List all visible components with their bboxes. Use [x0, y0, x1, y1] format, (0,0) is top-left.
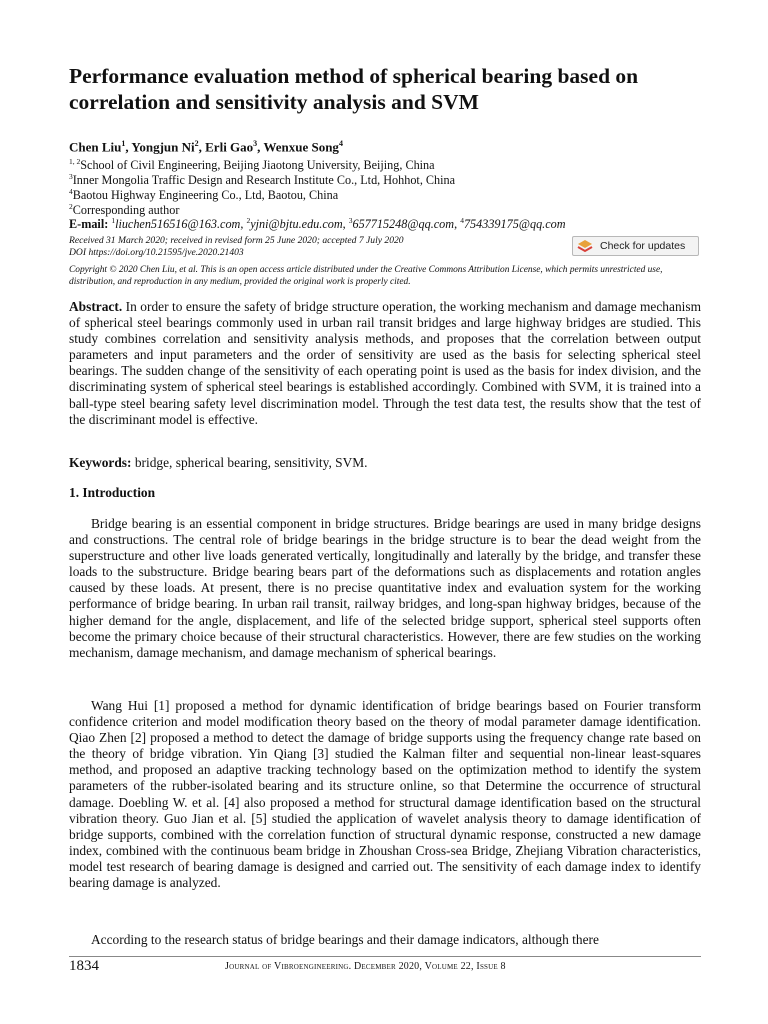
keywords-label: Keywords: — [69, 455, 132, 470]
email-sup: 1 — [111, 216, 116, 225]
affiliation-sup: 4 — [69, 187, 73, 196]
affiliation-sup: 3 — [69, 172, 73, 181]
author-sup: 1 — [121, 139, 126, 148]
affiliation-text: Corresponding author — [72, 203, 180, 218]
affiliation-sup: 2 — [69, 202, 73, 211]
email-line: E-mail: $^1$liuchen516516@163.com, $^2$yjni@bjtu.edu.com, $^3$657715248@qq.com, $^4$754339175@qq.com — [69, 216, 566, 232]
author-name: Erli Gao — [205, 139, 254, 155]
affiliation-text: School of Civil Engineering, Beijing Jiaotong University, Beijing, China — [80, 158, 435, 173]
body-paragraph: According to the research status of bridge bearings and their damage indicators, although there — [91, 932, 599, 947]
doi-link[interactable]: DOI https://doi.org/10.21595/jve.2020.21403 — [69, 247, 244, 258]
body-paragraph: Wang Hui [1] proposed a method for dynamic identification of bridge bearings based on Fourier transform confidence criterion and model modification theory based on the theory of modal parameter damage identification. Qiao Zhen [2] proposed a method to detect the damage of bridge supports using the frequency change rate based on the theory of bridge vibration. Yin Qiang [3] studied the Kalman filter and sequential non-linear least-squares method, and proposed an adaptive tracking technology based on the optimization method to identify the system parameters of the rubber-isolated bearing and its structure online, so that Determine the occurrence of structural damage. Doebling W. et al. [4] also proposed a method for structural damage identification based on the structural vibration theory. Guo Jian et al. [5] studied the application of wavelet analysis theory to damage identification of bridge supports, combined with the correlation function of structural dynamic response, constructed a new damage index, combined with the continuous beam bridge in Zhoushan Cross-sea Bridge, Zhejiang Vibration characteristics, model test research of bearing damage is designed and carried out. The sensitivity of each damage index to identify bearing damage is analyzed. — [69, 698, 701, 891]
author-sup: 2 — [194, 139, 199, 148]
author-list: Chen Liu$^1$, Yongjun Ni$^2$, Erli Gao$^3$, Wenxue Song$^4$ — [69, 139, 343, 155]
received-dates: Received 31 March 2020; received in revised form 25 June 2020; accepted 7 July 2020 — [69, 235, 404, 246]
author-name: Wenxue Song — [263, 139, 339, 155]
paper-title: Performance evaluation method of spherical bearing based on correlation and sensitivity analysis and SVM — [69, 64, 639, 114]
email-address[interactable]: 657715248@qq.com — [352, 217, 455, 232]
author-name: Yongjun Ni — [131, 139, 195, 155]
journal-name: Journal of Vibroengineering. December 2020, Volume 22, Issue 8 — [225, 961, 506, 972]
article-dates — [69, 235, 404, 259]
check-for-updates-button[interactable] — [572, 236, 699, 256]
affiliation-sup: 1, 2 — [69, 157, 81, 166]
page-number: 1834 — [69, 958, 99, 974]
email-address[interactable]: yjni@bjtu.edu.com — [250, 217, 343, 232]
keywords-text: bridge, spherical bearing, sensitivity, SVM. — [134, 455, 368, 470]
email-address[interactable]: 754339175@qq.com — [463, 217, 566, 232]
email-label: E-mail: — [69, 217, 109, 232]
affiliation-text: Inner Mongolia Traffic Design and Research Institute Co., Ltd, Hohhot, China — [72, 173, 456, 188]
copyright-notice: Copyright © 2020 Chen Liu, et al. This is an open access article distributed under the Creative Commons Attribution License, which permits unrestricted use, distribution, and reproduction in any medium, provided the original work is properly cited. — [69, 265, 663, 287]
email-sup: 4 — [460, 216, 464, 225]
keywords — [69, 455, 368, 471]
author-name: Chen Liu — [69, 139, 122, 155]
email-address[interactable]: liuchen516516@163.com — [115, 217, 241, 232]
author-sup: 3 — [253, 139, 258, 148]
check-updates-label: Check for updates — [600, 240, 686, 252]
affiliation-text: Baotou Highway Engineering Co., Ltd, Baotou, China — [72, 188, 339, 203]
abstract — [69, 299, 701, 428]
section-heading: 1. Introduction — [69, 485, 156, 500]
email-sup: 3 — [348, 216, 353, 225]
body-paragraph: Bridge bearing is an essential component in bridge structures. Bridge bearings are used in many bridge designs and constructions. The central role of bridge bearings in the bridge structure is to bear the dead weight from the superstructure and other live loads generated vertically, longitudinally and laterally by the bridge, and transfer these loads to the substructure. Bridge bearing bears part of the deformations such as displacements and rotation angles caused by these loads. At present, there is no precise quantitative index and evaluation system for the working performance of bridge bearing. In urban rail transit, railway bridges, and long-span highway bridges, because of the higher demand for the angle, displacement, and life of the selected bridge support, spherical steel supports often become the primary choice because of their structural characteristics. However, there are few studies on the working mechanism, damage mechanism, and damage mechanism of spherical bearings. — [69, 516, 701, 660]
email-sup: 2 — [246, 216, 251, 225]
abstract-label: Abstract. — [69, 299, 123, 314]
abstract-text: In order to ensure the safety of bridge structure operation, the working mechanism and damage mechanism of spherical steel bearings commonly used in urban rail transit bridges and large highway bridges are studied. This study combines correlation and sensitivity analysis methods, and proposes that the correlation between output parameters and input parameters and the order of sensitivity are used as the basis for selecting spherical steel bearings. The sudden change of the sensitivity of each operating point is used as the basis for index division, and the discriminating system of spherical steel bearings is established accordingly. Combined with SVM, it is trained into a ball-type steel bearing safety level discrimination model. Through the test data test, the results show that the test of the discriminant model is effective. — [69, 299, 701, 427]
check-updates-icon — [577, 239, 595, 253]
author-sup: 4 — [338, 139, 343, 148]
